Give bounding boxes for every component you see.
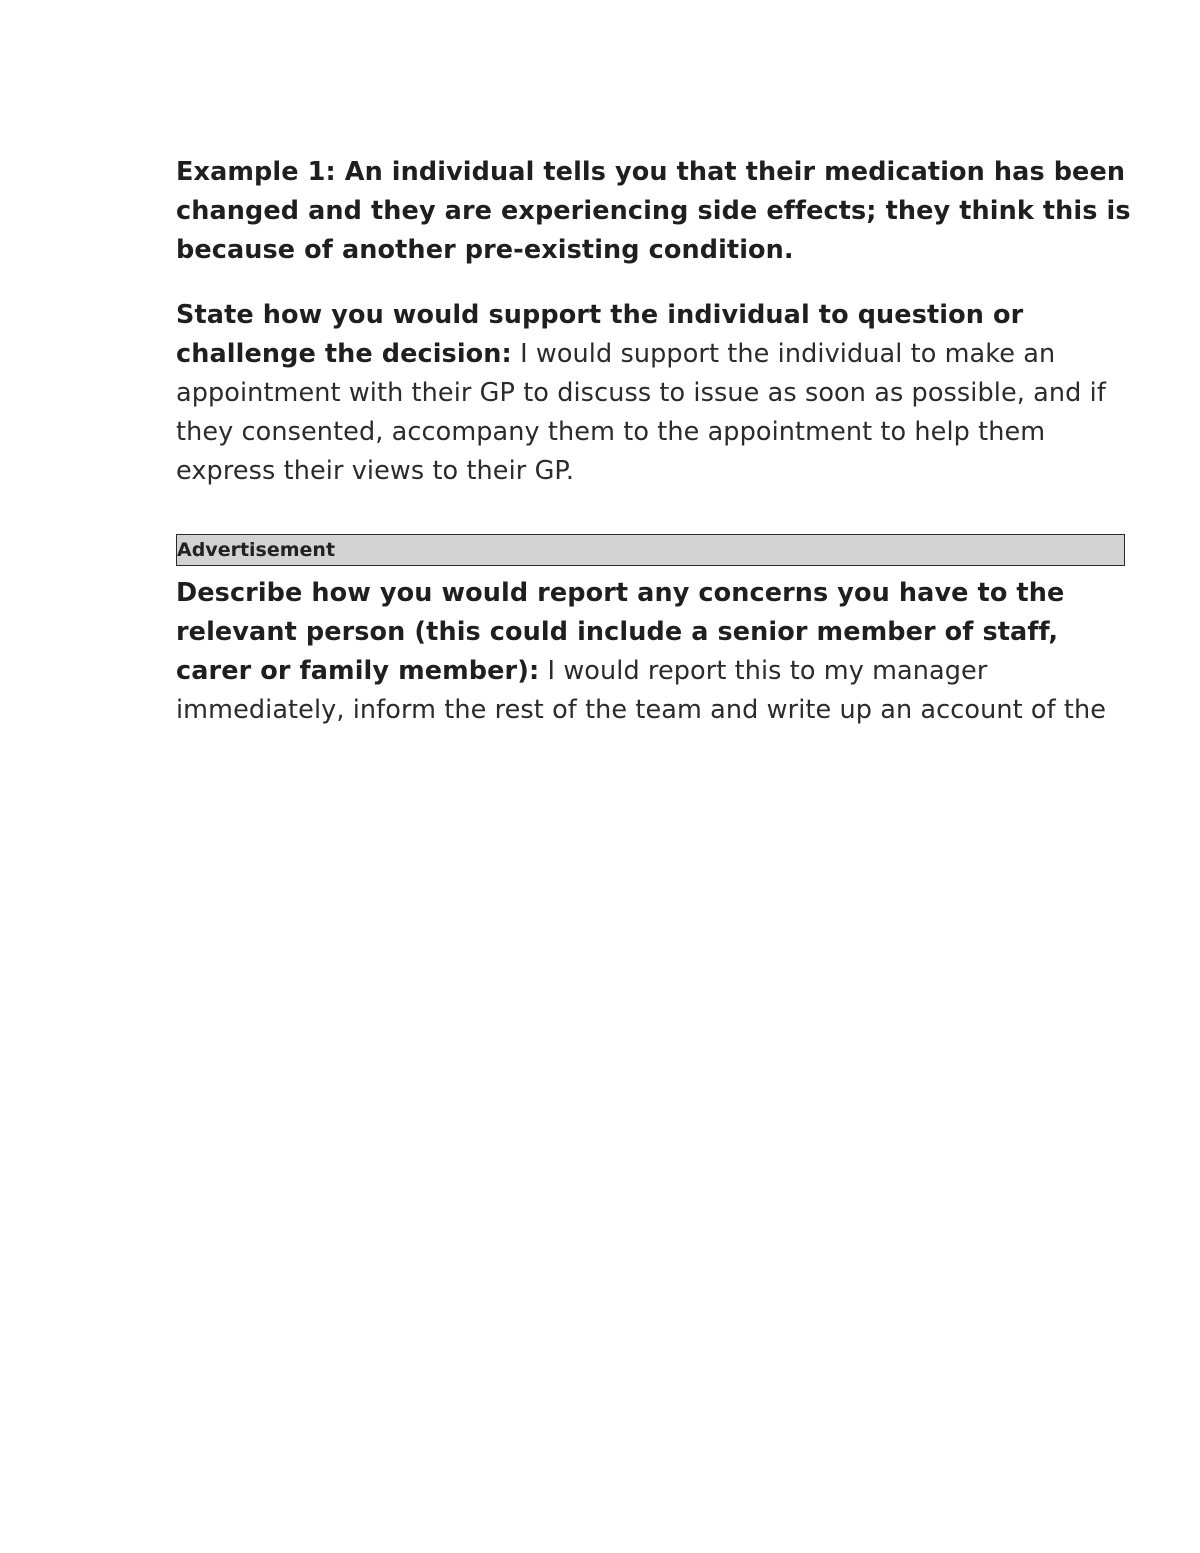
question-report-answer: I would report this to my manager immediately, inform the rest of the team and write up an account of the xyxy=(176,656,1107,725)
example-heading xyxy=(176,153,1132,270)
question-support-prompt: State how you would support the individual to question or challenge the decision: xyxy=(176,300,1024,369)
question-report-prompt: Describe how you would report any concerns you have to the relevant person (this could include a senior member of staff, carer or family member): xyxy=(176,578,1065,686)
example-heading-text: Example 1: An individual tells you that their medication has been changed and they are experiencing side effects; they think this is because of another pre-existing condition. xyxy=(176,157,1131,265)
advertisement-banner[interactable]: Advertisement xyxy=(176,534,1125,566)
question-support-answer: I would support the individual to make an appointment with their GP to discuss to issue as soon as possible, and if they consented, accompany them to the appointment to help them express their views to their GP. xyxy=(176,339,1106,486)
document-content xyxy=(176,153,1132,725)
question-report-paragraph xyxy=(176,574,1132,730)
question-support-paragraph xyxy=(176,296,1132,491)
